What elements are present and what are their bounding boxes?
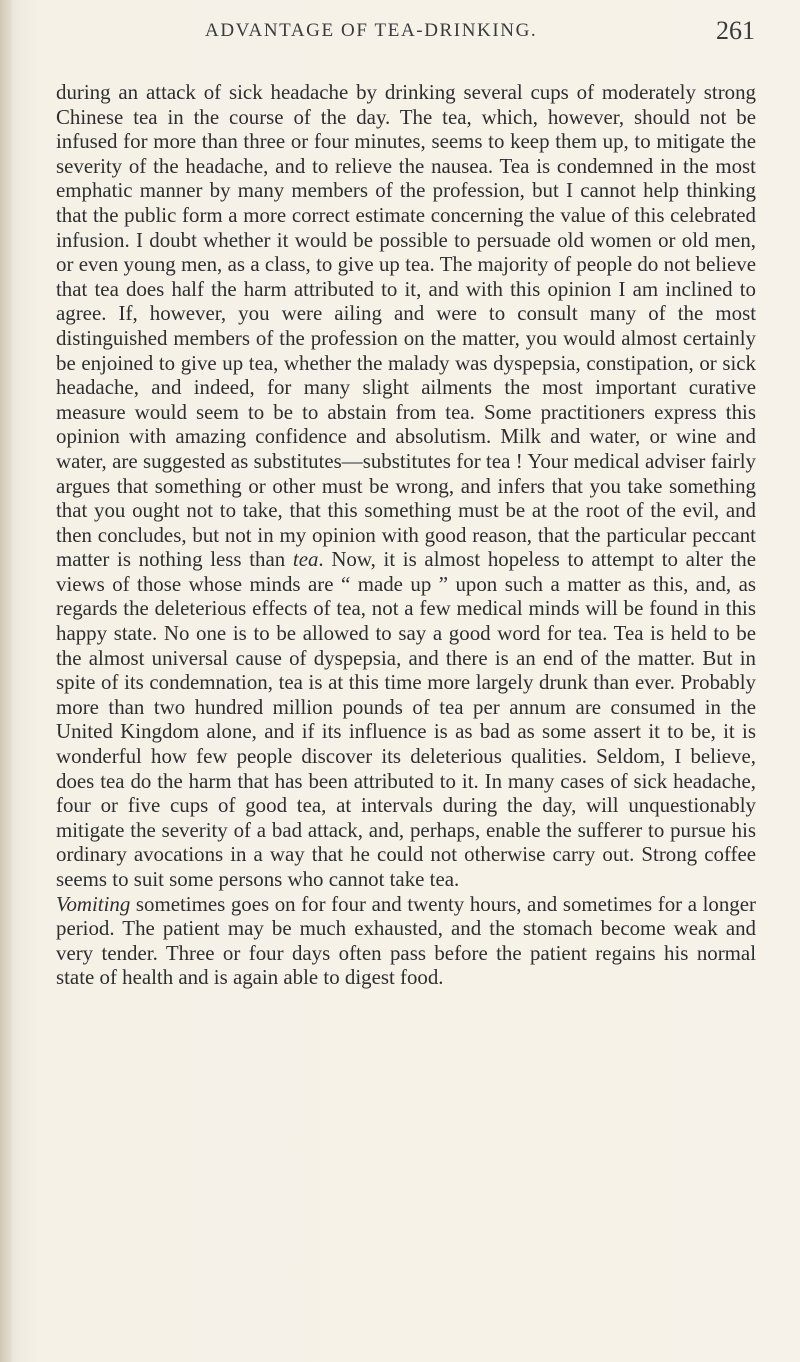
- page-header: [55, 12, 755, 52]
- page-number: 261: [716, 16, 755, 45]
- paragraph-text: during an attack of sick headache by drinking several cups of moderately strong Chinese tea in the course of the day. The tea, which, however, should not be infused for more than three or four minutes, seems to keep them up, to mitigate the severity of the headache, and to relieve the nausea. Tea is condemned in the most emphatic manner by many members of the profession, but I cannot help thinking that the public form a more correct estimate concerning the value of this celebrated infusion. I doubt whether it would be possible to persuade old women or old men, or even young men, as a class, to give up tea. The majority of people do not believe that tea does half the harm attributed to it, and with this opinion I am inclined to agree. If, however, you were ailing and were to consult many of the most distinguished members of the profession on the matter, you would almost certainly be enjoined to give up tea, whether the malady was dyspepsia, constipation, or sick headache, and indeed, for many slight ailments the most important curative measure would seem to be to abstain from tea. Some practitioners express this opinion with amazing confidence and absolutism. Milk and water, or wine and water, are suggested as substitutes—substitutes for tea ! Your medical adviser fairly argues that something or other must be wrong, and infers that you take something that you ought not to take, that this something must be at the root of the evil, and then concludes, but not in my opinion with good reason, that the particular peccant matter is nothing less than: [56, 80, 756, 572]
- body-text: [56, 80, 756, 990]
- running-head: ADVANTAGE OF TEA-DRINKING.: [205, 20, 538, 41]
- paragraph-tea-opinion: [56, 80, 756, 892]
- page-gutter: [0, 0, 12, 1362]
- paragraph-text: sometimes goes on for four and twenty hours, and sometimes for a longer period. The patient may be much exhausted, and the stomach become weak and very tender. Three or four days often pass before the patient regains his normal state of health and is again able to digest food.: [56, 891, 756, 990]
- italic-word-tea: tea: [292, 547, 319, 572]
- italic-heading-vomiting: Vomiting: [56, 891, 131, 916]
- paragraph-text: . Now, it is almost hopeless to attempt to alter the views of those whose minds are “ made up ” upon such a matter as this, and, as regards the deleterious effects of tea, not a few medical minds will be found in this happy state. No one is to be allowed to say a good word for tea. Tea is held to be the almost universal cause of dyspepsia, and there is an end of the matter. But in spite of its condemnation, tea is at this time more largely drunk than ever. Probably more than two hundred million pounds of tea per annum are consumed in the United Kingdom alone, and if its influence is as bad as some assert it to be, it is wonderful how few people discover its deleterious qualities. Seldom, I believe, does tea do the harm that has been attributed to it. In many cases of sick headache, four or five cups of good tea, at intervals during the day, will unquestionably mitigate the severity of a bad attack, and, perhaps, enable the sufferer to pursue his ordinary avocations in a way that he could not otherwise carry out. Strong coffee seems to suit some persons who cannot take tea.: [56, 547, 757, 891]
- paragraph-vomiting: [56, 892, 756, 990]
